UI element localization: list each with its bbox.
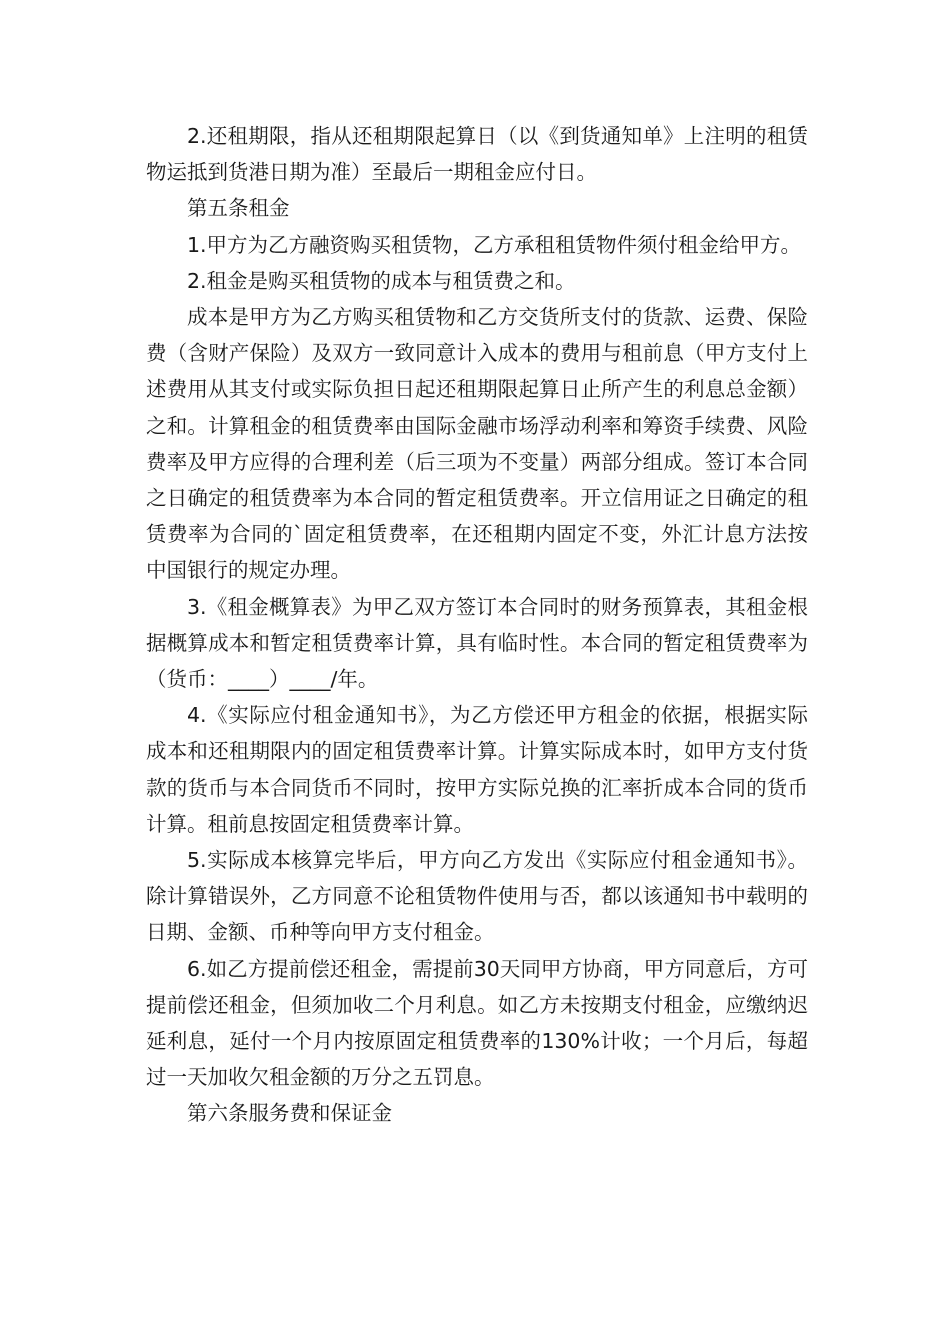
clause-rent-definition: 2.租金是购买租赁物的成本与租赁费之和。 [187, 268, 576, 293]
clause-repayment-term: 2.还租期限，指从还租期限起算日（以《到货通知单》上注明的租赁物运抵到货港日期为准）至最后一期租金应付日。 [146, 124, 808, 185]
heading-article-5: 第五条租金 [187, 196, 290, 221]
clause-cost-accounting: 5.实际成本核算完毕后，甲方向乙方发出《实际应付租金通知书》。除计算错误外，乙方同意不论租赁物件使用与否，都以该通知书中载明的日期、金额、币种等向甲方支付租金。 [146, 848, 808, 945]
clause-rent-estimate: 3.《租金概算表》为甲乙双方签订本合同时的财务预算表，其租金根据概算成本和暂定租赁费率计算，具有临时性。本合同的暂定租赁费率为（货币：____）____/年。 [146, 594, 808, 692]
clause-cost-definition: 成本是甲方为乙方购买租赁物和乙方交货所支付的货款、运费、保险费（含财产保险）及双方一致同意计入成本的费用与租前息（甲方支付上述费用从其支付或实际负担日起还租期限起算日止所产生的利息总金额）之和。计算租金的租赁费率由国际金融市场浮动利率和筹资手续费、风险费率及甲方应得的合理利差（后三项为不变量）两部分组成。签订本合同之日确定的租赁费率为本合同的暂定租赁费率。开立信用证之日确定的租赁费率为合同的`固定租赁费率，在还租期内固定不变，外汇计息方法按中国银行的规定办理。 [146, 305, 808, 583]
clause-early-repayment: 6.如乙方提前偿还租金，需提前30天同甲方协商，甲方同意后，方可提前偿还租金，但须加收二个月利息。如乙方未按期支付租金，应缴纳迟延利息，延付一个月内按原固定租赁费率的130%计收；一个月后，每超过一天加收欠租金额的万分之五罚息。 [146, 956, 808, 1090]
clause-rent-payment: 1.甲方为乙方融资购买租赁物，乙方承租租赁物件须付租金给甲方。 [187, 232, 802, 257]
heading-article-6: 第六条服务费和保证金 [187, 1101, 392, 1126]
document-page [146, 118, 808, 1132]
clause-actual-rent-notice: 4.《实际应付租金通知书》，为乙方偿还甲方租金的依据，根据实际成本和还租期限内的固定租赁费率计算。计算实际成本时，如甲方支付货款的货币与本合同货币不同时，按甲方实际兑换的汇率折成本合同的货币计算。租前息按固定租赁费率计算。 [146, 703, 808, 836]
